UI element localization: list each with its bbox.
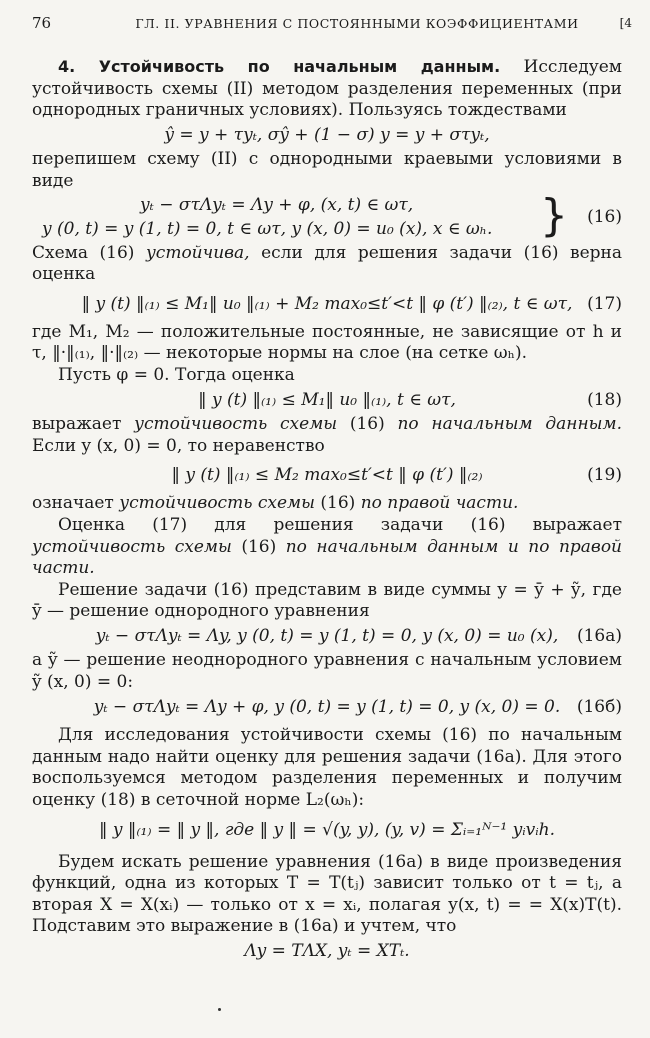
equation-number-16a: (16а): [576, 625, 622, 646]
equation-system-16: [32, 189, 622, 241]
text-fragment: выражает: [32, 414, 135, 435]
text-fragment: означает: [32, 493, 120, 514]
emphasis-scheme-stability: устойчивость схемы: [134, 414, 338, 435]
paragraph-expresses: [32, 414, 622, 457]
section-intro-text: Исследуем устойчивость схемы (II) методом разделения переменных (при однородных граничных условиях). Пользуясь тождествами: [32, 57, 622, 121]
equation-16b-body: yₜ − στΛyₜ = Λy + φ, y (0, t) = y (1, t) = 0, y (x, 0) = 0.: [93, 696, 561, 717]
emphasis-initial-data: по начальным данным.: [397, 414, 622, 435]
page-header: [32, 14, 632, 38]
section-intro-paragraph: [32, 56, 622, 122]
text-fragment: (16): [337, 414, 398, 435]
emphasis-scheme-stability: устойчивость схемы: [32, 536, 232, 557]
page-number: 76: [32, 14, 52, 32]
equation-17: [32, 289, 622, 319]
text-fragment: Оценка (17) для решения задачи (16) выражает: [58, 514, 622, 535]
paragraph-rewrite: перепишем схему (II) с однородными краевыми условиями в виде: [32, 149, 622, 191]
equation-identities: ŷ = y + τyₜ, σŷ + (1 − σ) y = y + στyₜ,: [164, 124, 490, 145]
print-speck: [218, 1008, 221, 1011]
equation-16a: [32, 626, 622, 648]
equation-number-18: (18): [587, 389, 622, 410]
paragraph-sum-decomposition: Решение задачи (16) представим в виде суммы y = ȳ + ỹ, где ȳ — решение однородного уравнения: [32, 579, 622, 622]
paragraph-means: [32, 493, 622, 515]
paragraph-phi-zero: Пусть φ = 0. Тогда оценка: [58, 364, 295, 385]
equation-16a-body: yₜ − στΛyₜ = Λy, y (0, t) = y (1, t) = 0, y (x, 0) = u₀ (x),: [95, 625, 559, 646]
equation-substitution: Λy = TΛX, yₜ = XTₜ.: [244, 941, 410, 961]
system-16-line-2: y (0, t) = y (1, t) = 0, t ∈ ωτ, y (x, 0) = u₀ (x), x ∈ ωₕ.: [42, 218, 493, 239]
text-fragment: (16): [314, 493, 361, 514]
paragraph-stability-definition: [32, 243, 622, 286]
equation-number-19: (19): [587, 465, 622, 486]
equation-number-16b: (16б): [576, 696, 622, 717]
paragraph-study-stability: Для исследования устойчивости схемы (16) по начальным данным надо найти оценку для решения задачи (16а). Для этого воспользуемся методом разделения переменных и получим оценку (18) в сеточной норме L₂(ωₕ):: [32, 725, 622, 811]
paragraph-estimate-17: [32, 515, 622, 580]
equation-18-body: ‖ y (t) ‖₍₁₎ ≤ M₁‖ u₀ ‖₍₁₎, t ∈ ωτ,: [198, 389, 456, 410]
text-fragment: Схема (16): [32, 242, 146, 263]
paragraph-inhomogeneous: а ỹ — решение неоднородного уравнения с начальным условием ỹ (x, 0) = 0:: [32, 650, 622, 693]
text-fragment: если для решения задачи (16) верна оценка: [32, 242, 623, 285]
paragraph-where-constants: где M₁, M₂ — положительные постоянные, не зависящие от h и τ, ‖·‖₍₁₎, ‖·‖₍₂₎ — некоторые нормы на слое (на сетке ωₕ).: [32, 321, 622, 364]
paragraph-separation: Будем искать решение уравнения (16а) в виде произведения функций, одна из которых T = T(tⱼ) зависит только от t = tⱼ, а вторая X = X(xᵢ) — только от x = xᵢ, полагая y(x, t) = = X(x)T(t). Подставим это выражение в (16а) и учтем, что: [32, 851, 622, 937]
running-title: ГЛ. II. УРАВНЕНИЯ С ПОСТОЯННЫМИ КОЭФФИЦИЕНТАМИ: [135, 16, 579, 31]
text-fragment: Если y (x, 0) = 0, то неравенство: [32, 435, 325, 456]
emphasis-right-side: по правой части.: [360, 493, 519, 514]
equation-18: [32, 390, 622, 412]
equation-17-body: ‖ y (t) ‖₍₁₎ ≤ M₁‖ u₀ ‖₍₁₎ + M₂ max₀≤t′<t ‖ φ (t′) ‖₍₂₎, t ∈ ωτ,: [81, 293, 573, 314]
page-body: [32, 56, 622, 966]
right-brace-icon: }: [540, 189, 568, 241]
equation-grid-norm: ‖ y ‖₍₁₎ = ‖ y ‖, где ‖ y ‖ = √(y, y), (y, v) = Σᵢ₌₁ᴺ⁻¹ yᵢvᵢh.: [98, 819, 556, 840]
emphasis-scheme-stability: устойчивость схемы: [119, 493, 315, 514]
emphasis-stable: устойчива,: [145, 242, 250, 263]
emphasis-initial-and-right: по начальным данным и по правой части.: [32, 536, 623, 579]
system-16-line-1: yₜ − στΛyₜ = Λy + φ, (x, t) ∈ ωτ,: [140, 194, 414, 215]
section-mark: [4: [619, 16, 632, 30]
equation-16b: [32, 697, 622, 719]
equation-number-17: (17): [587, 293, 622, 314]
section-title: 4. Устойчивость по начальным данным.: [58, 57, 501, 76]
equation-19-body: ‖ y (t) ‖₍₁₎ ≤ M₂ max₀≤t′<t ‖ φ (t′) ‖₍₂₎: [171, 465, 483, 486]
equation-number-16: (16): [587, 206, 622, 227]
text-fragment: (16): [231, 536, 286, 557]
equation-19: [32, 460, 622, 490]
